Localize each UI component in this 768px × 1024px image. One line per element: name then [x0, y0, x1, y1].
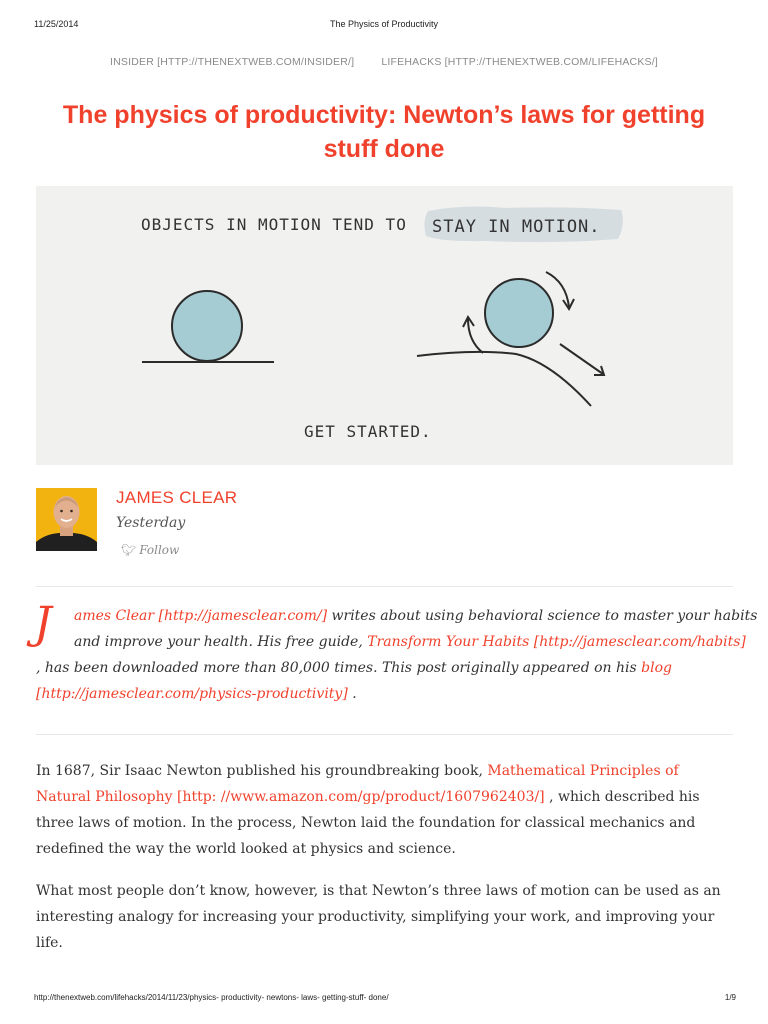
author-avatar[interactable] — [36, 488, 97, 551]
slope-line — [417, 352, 591, 406]
p1-text-2: , which described his — [544, 789, 700, 805]
print-header — [0, 19, 768, 31]
p2-text-3: life. — [36, 935, 63, 951]
divider — [36, 586, 733, 587]
post-date: Yesterday — [116, 515, 186, 531]
p1-text-4: redefined the way the world looked at physics and science. — [36, 841, 456, 857]
book-link[interactable]: Mathematical Principles of — [487, 763, 679, 779]
guide-link[interactable]: Transform Your Habits [http://jamesclear.com/habits] — [367, 634, 746, 650]
article-headline: The physics of productivity: Newton’s laws for getting stuff done — [62, 101, 706, 163]
p1-text-3: three laws of motion. In the process, Newton laid the foundation for classical mechanics and — [36, 815, 696, 831]
rolling-ball — [485, 279, 553, 347]
caption-bottom: GET STARTED. — [304, 422, 432, 441]
caption-top-a: OBJECTS IN MOTION TEND TO — [141, 215, 407, 234]
follow-button[interactable] — [121, 543, 179, 557]
author-name[interactable]: JAMES CLEAR — [116, 488, 238, 507]
bio-text-3: , has been downloaded more than 80,000 times. This post originally appeared on his — [36, 660, 642, 676]
author-site-link[interactable]: ames Clear [http://jamesclear.com/] — [74, 608, 328, 624]
rotation-arrow-left — [468, 319, 483, 353]
author-photo — [36, 488, 97, 551]
category-link-lifehacks[interactable]: LIFEHACKS [HTTP://THENEXTWEB.COM/LIFEHACKS/] — [381, 56, 658, 68]
blog-link[interactable]: blog — [641, 660, 672, 676]
bio-text-4: . — [347, 686, 357, 702]
print-url: http://thenextweb.com/lifehacks/2014/11/23/physics- productivity- newtons- laws- getting-stuff- done/ — [34, 993, 389, 1002]
book-url-link[interactable]: Natural Philosophy [http: //www.amazon.com/gp/product/1607962403/] — [36, 789, 545, 805]
page-number: 1/9 — [724, 993, 736, 1002]
p2-text-1: What most people don’t know, however, is that Newton’s three laws of motion can be used as an — [36, 883, 721, 899]
follow-label: Follow — [139, 543, 180, 557]
blog-url-link[interactable]: [http://jamesclear.com/physics-productivity] — [36, 686, 348, 702]
category-link-insider[interactable]: INSIDER [HTTP://THENEXTWEB.COM/INSIDER/] — [110, 56, 355, 68]
print-title: The Physics of Productivity — [329, 19, 439, 29]
twitter-bird-icon: 🐦︎ — [121, 543, 137, 557]
author-bio — [34, 598, 758, 707]
print-footer — [0, 993, 768, 1005]
paragraph-2 — [36, 878, 733, 956]
hero-illustration — [36, 186, 733, 465]
category-links — [0, 56, 768, 68]
p2-text-2: interesting analogy for increasing your productivity, simplifying your work, and improving your — [36, 909, 715, 925]
hero-drawing — [36, 186, 733, 465]
resting-ball — [172, 291, 242, 361]
drop-cap: J — [34, 598, 52, 649]
divider — [36, 734, 733, 735]
print-date: 11/25/2014 — [34, 19, 79, 29]
author-block — [36, 488, 733, 558]
paragraph-1 — [36, 758, 733, 862]
bio-text-2: and improve your health. His free guide, — [74, 634, 368, 650]
bio-text-1: writes about using behavioral science to master your habits — [327, 608, 758, 624]
motion-arrow — [560, 344, 603, 374]
p1-text-1: In 1687, Sir Isaac Newton published his groundbreaking book, — [36, 763, 488, 779]
caption-top-b: STAY IN MOTION. — [432, 217, 601, 237]
